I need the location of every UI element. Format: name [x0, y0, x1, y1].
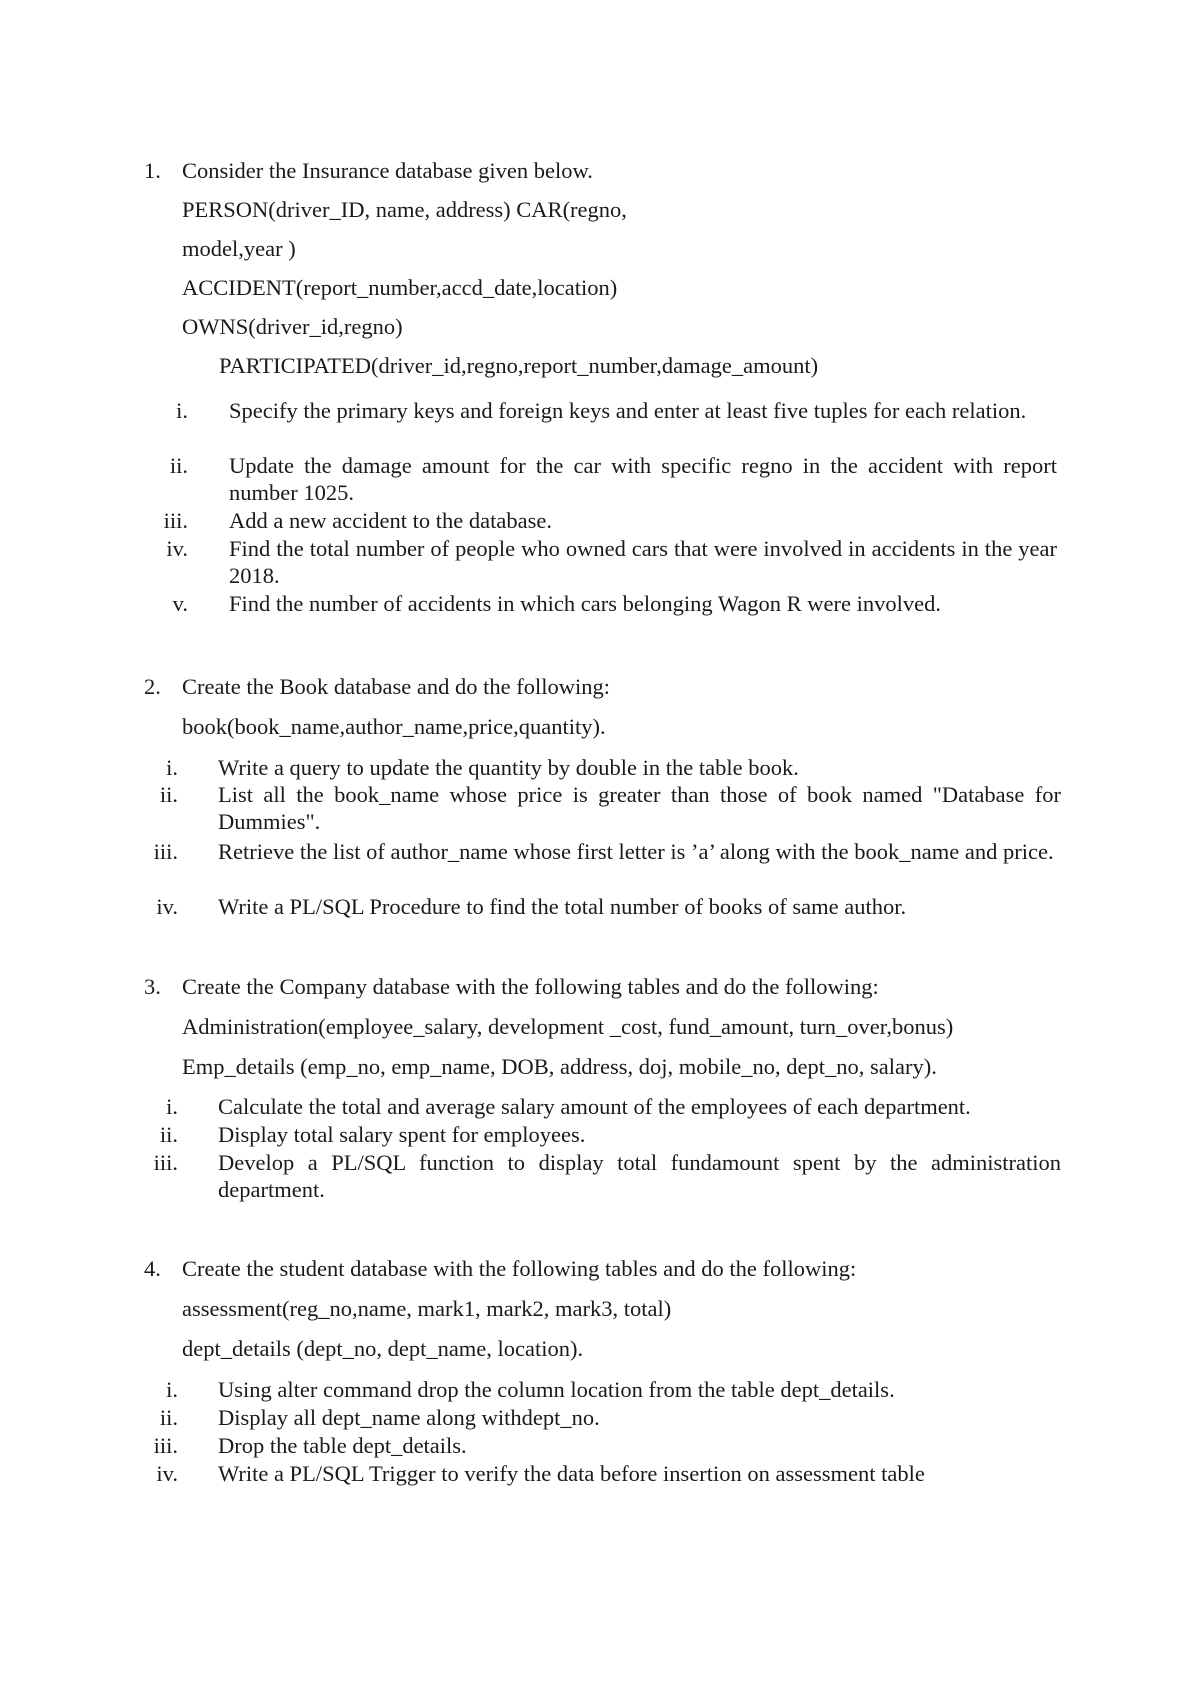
list-item: Using alter command drop the column location from the table dept_details. [218, 1377, 895, 1402]
item-number: iii. [153, 1433, 178, 1458]
schema-line: PARTICIPATED(driver_id,regno,report_number,damage_amount) [219, 353, 819, 378]
list-item: Update the damage amount for the car with specific regno in the accident with report number 1025. [229, 453, 1057, 505]
list-item: Find the total number of people who owned cars that were involved in accidents in the year 2018. [229, 536, 1057, 588]
schema-line: PERSON(driver_ID, name, address) CAR(regno, [182, 197, 627, 222]
item-number: i. [166, 755, 178, 780]
question-number: 3. [144, 974, 161, 999]
schema-line: book(book_name,author_name,price,quantity). [182, 714, 606, 739]
schema-line: ACCIDENT(report_number,accd_date,location) [182, 275, 618, 300]
question-title: Create the Book database and do the following: [182, 674, 611, 699]
list-item: Write a PL/SQL Procedure to find the total number of books of same author. [218, 894, 907, 919]
question-title: Create the student database with the following tables and do the following: [182, 1256, 857, 1281]
item-number: ii. [159, 1122, 178, 1147]
item-number: iii. [163, 508, 188, 533]
list-item: Display all dept_name along withdept_no. [218, 1405, 600, 1430]
item-number: iii. [153, 1150, 178, 1175]
schema-line: Emp_details (emp_no, emp_name, DOB, address, doj, mobile_no, dept_no, salary). [182, 1054, 937, 1079]
item-number: i. [176, 398, 188, 423]
question-title: Consider the Insurance database given below. [182, 158, 593, 183]
question-title: Create the Company database with the following tables and do the following: [182, 974, 879, 999]
list-item: Write a query to update the quantity by double in the table book. [218, 755, 799, 780]
schema-line: Administration(employee_salary, development _cost, fund_amount, turn_over,bonus) [182, 1014, 954, 1039]
list-item: Add a new accident to the database. [229, 508, 552, 533]
question-number: 4. [144, 1256, 161, 1281]
item-number: iv. [166, 536, 188, 561]
list-item: Calculate the total and average salary amount of the employees of each department. [218, 1094, 971, 1119]
item-number: ii. [159, 782, 178, 807]
schema-line: dept_details (dept_no, dept_name, location). [182, 1336, 584, 1361]
list-item: Develop a PL/SQL function to display total fundamount spent by the administration department. [218, 1150, 1061, 1202]
item-number: ii. [169, 453, 188, 478]
item-number: iii. [153, 839, 178, 864]
question-number: 1. [144, 158, 161, 183]
list-item: List all the book_name whose price is greater than those of book named "Database for Dummies". [218, 782, 1061, 834]
question-number: 2. [144, 674, 161, 699]
schema-line: assessment(reg_no,name, mark1, mark2, mark3, total) [182, 1296, 672, 1321]
list-item: Find the number of accidents in which cars belonging Wagon R were involved. [229, 591, 941, 616]
schema-line: model,year ) [182, 236, 296, 261]
item-number: i. [166, 1377, 178, 1402]
item-number: iv. [156, 894, 178, 919]
list-item: Drop the table dept_details. [218, 1433, 467, 1458]
list-item: Specify the primary keys and foreign keys and enter at least five tuples for each relation. [229, 398, 1027, 423]
item-number: i. [166, 1094, 178, 1119]
list-item: Write a PL/SQL Trigger to verify the data before insertion on assessment table [218, 1461, 925, 1486]
item-number: v. [172, 591, 188, 616]
list-item: Display total salary spent for employees. [218, 1122, 586, 1147]
item-number: iv. [156, 1461, 178, 1486]
list-item: Retrieve the list of author_name whose first letter is ’a’ along with the book_name and price. [218, 839, 1054, 864]
item-number: ii. [159, 1405, 178, 1430]
schema-line: OWNS(driver_id,regno) [182, 314, 403, 339]
